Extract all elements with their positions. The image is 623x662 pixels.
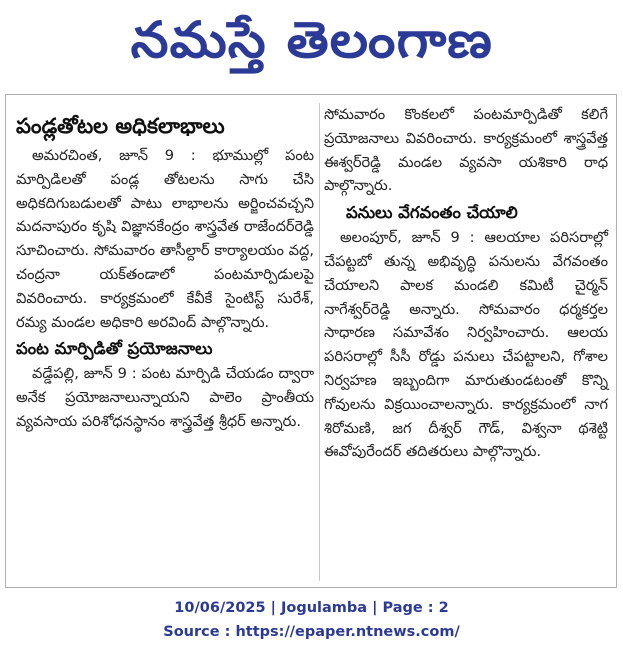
sub-headline-2: పనులు వేగవంతం చేయాలి xyxy=(346,203,518,223)
footer-date-edition: 10/06/2025 | Jogulamba | Page : 2 xyxy=(174,600,449,616)
footer-source-link[interactable]: Source : https://epaper.ntnews.com/ xyxy=(163,624,460,640)
left-column xyxy=(16,111,314,434)
article-body-1: అమరచింత, జూన్ 9 : భూముల్లో పంట మార్పిడిలతో పండ్ల తోటలను సాగు చేసి అధికదిగుబడులతో పాటు లాభాలను అర్జించవచ్చని మదనాపురం కృషి విజ్ఞానకేంద్రం శాస్త్రవేత రాజేందర్‌రెడ్డి సూచించారు. సోమవారం తాసీల్దార్ కార్యాలయం వద్ద, చంద్రనా యక్‌తండాలో పంటమార్పిడులపై వివరించారు. కార్యక్రమంలో కేవీకే సైంటిస్ట్ సురేశ్, రమ్య మండల అధికారి అరవింద్ పాల్గొన్నారు. xyxy=(16,147,314,331)
article-body-2: వడ్డేపల్లి, జూన్ 9 : పంట మార్పిడి చేయడం ద్వారా అనేక ప్రయోజనాలున్నాయని పాలెం ప్రాంతీయ వ్యవసాయ పరిశోధనస్థానం శాస్త్రవేత్త శ్రీధర్ అన్నారు. xyxy=(16,365,314,430)
newspaper-logo-title: నమస్తే తెలంగాణ xyxy=(130,11,493,69)
masthead xyxy=(0,0,623,82)
right-column xyxy=(324,103,608,464)
news-clipping-frame xyxy=(5,94,617,588)
article-continuation: సోమవారం కొంకలలో పంటమార్పిడితో కలిగే ప్రయోజనాలు వివరించారు. కార్యక్రమంలో శాస్త్రవేత్త ఈశ్వర్‌రెడ్డి మండల వ్యవసా యశికారి రాధ పాల్గొన్నారు. xyxy=(324,106,608,195)
sub-headline-1: పంట మార్పిడితో ప్రయోజనాలు xyxy=(16,339,213,359)
article-body-3: అలంపూర్, జూన్ 9 : ఆలయాల పరిసరాల్లో చేపట్టబో తున్న అభివృద్ధి పనులను వేగవంతం చేయాలని పాలక మండలి కమిటీ చైర్మన్ నాగేశ్వర్‌రెడ్డి అన్నారు. సోమవారం ధర్మకర్తల సాధారణ సమావేశం నిర్వహించారు. ఆలయ పరిసరాల్లో సీసీ రోడ్డు పనులు చేపట్టాలని, గోశాల నిర్వహణ ఇబ్బందిగా మారుతుండటంతో కొన్ని గోవులను విక్రయించాలన్నారు. కార్యక్రమంలో నాగ శిరోమణి, జగ దీశ్వర్ గౌడ్, విశ్వనా థశెట్టి ఈవోపురేందర్ తదితరులు పాల్గొన్నారు. xyxy=(324,229,608,461)
main-headline: పండ్లతోటల అధికలాభాలు xyxy=(16,114,225,138)
column-divider xyxy=(319,103,320,581)
